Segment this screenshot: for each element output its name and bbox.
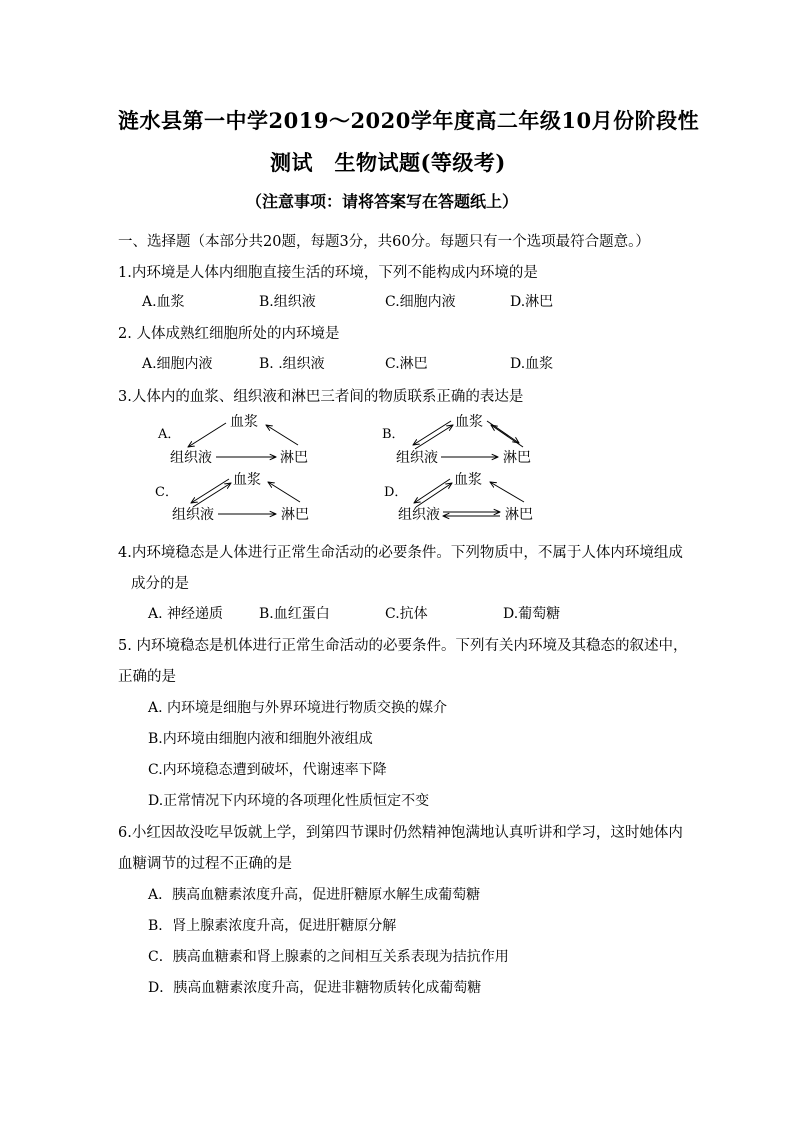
diagram-b-label: B．	[382, 427, 405, 442]
question-5-stem-line-1: 5. 内环境稳态是机体进行正常生命活动的必要条件。下列有关内环境及其稳态的叙述中，	[118, 638, 688, 654]
arrow-plasma-to-tissue	[414, 479, 450, 503]
title-line-1: 涟水县第一中学2019～2020学年度高二年级10月份阶段性	[118, 108, 700, 133]
question-4-stem-line-2: 成分的是	[131, 576, 189, 592]
diagram-a	[157, 413, 308, 466]
arrow-lymph-to-plasma	[268, 482, 300, 502]
question-1-option-d: D.淋巴	[510, 294, 554, 310]
question-4-option-c: C.抗体	[385, 606, 428, 622]
arrow-plasma-to-tissue	[188, 423, 226, 447]
question-6-stem-line-2: 血糖调节的过程不正确的是	[118, 856, 292, 872]
diagram-a-label: A．	[158, 427, 181, 442]
question-5-option-c: C.内环境稳态遭到破坏，代谢速率下降	[148, 762, 387, 778]
question-4-option-b: B.血红蛋白	[259, 606, 330, 622]
question-5-option-b: B.内环境由细胞内液和细胞外液组成	[148, 731, 373, 747]
arrow-tissue-to-plasma	[415, 425, 453, 449]
arrow-plasma-to-lymph	[487, 421, 519, 443]
diagram-c-lymph: 淋巴	[281, 507, 309, 523]
diagram-a-lymph: 淋巴	[280, 450, 308, 466]
question-4-option-d: D.葡萄糖	[503, 606, 561, 622]
diagram-d-lymph: 淋巴	[505, 507, 533, 523]
diagram-d	[384, 471, 533, 523]
diagram-b	[382, 413, 531, 466]
diagram-c-plasma: 血浆	[233, 472, 261, 488]
arrow-lymph-to-plasma	[490, 482, 524, 502]
arrow-lymph-to-plasma	[266, 425, 298, 445]
question-4-option-a: A. 神经递质	[148, 606, 224, 622]
question-5-option-a: A. 内环境是细胞与外界环境进行物质交换的媒介	[148, 700, 448, 716]
arrow-plasma-to-tissue	[413, 421, 451, 445]
question-5-stem-line-2: 正确的是	[118, 669, 176, 685]
question-5-option-d: D.正常情况下内环境的各项理化性质恒定不变	[148, 793, 430, 809]
diagram-c-label: C．	[155, 485, 178, 500]
question-2-option-b: B. .组织液	[259, 356, 325, 372]
arrow-lymph-to-plasma	[491, 425, 523, 447]
diagram-a-tissue-fluid: 组织液	[170, 450, 212, 466]
section-heading: 一、选择题（本部分共20题，每题3分，共60分。每题只有一个选项最符合题意。）	[118, 234, 650, 250]
diagram-b-plasma: 血浆	[455, 414, 483, 430]
question-3-diagrams	[0, 405, 794, 530]
arrow-plasma-to-tissue	[191, 479, 229, 503]
question-2-option-a: A.细胞内液	[142, 356, 213, 372]
diagram-d-plasma: 血浆	[454, 472, 482, 488]
question-6-option-b: B．肾上腺素浓度升高，促进肝糖原分解	[148, 918, 397, 934]
diagram-c-tissue-fluid: 组织液	[172, 507, 214, 523]
question-6-stem-line-1: 6.小红因故没吃早饭就上学，到第四节课时仍然精神饱满地认真听讲和学习，这时她体内	[118, 825, 683, 841]
diagram-b-lymph: 淋巴	[503, 450, 531, 466]
diagram-a-plasma: 血浆	[230, 414, 258, 430]
question-2-option-d: D.血浆	[510, 356, 554, 372]
arrow-tissue-to-plasma	[193, 483, 231, 507]
question-2-option-c: C.淋巴	[385, 356, 428, 372]
diagram-d-tissue-fluid: 组织液	[398, 507, 440, 523]
question-1-option-c: C.细胞内液	[385, 294, 456, 310]
question-1-option-b: B.组织液	[259, 294, 316, 310]
question-3-stem: 3.人体内的血浆、组织液和淋巴三者间的物质联系正确的表达是	[118, 389, 524, 405]
arrow-tissue-to-plasma	[416, 483, 452, 507]
diagram-c	[155, 471, 309, 523]
question-1-option-a: A.血浆	[142, 294, 185, 310]
diagram-d-label: D．	[384, 485, 408, 500]
diagram-b-tissue-fluid: 组织液	[396, 450, 438, 466]
question-2-stem: 2. 人体成熟红细胞所处的内环境是	[118, 326, 340, 342]
exam-notice: （注意事项：请将答案写在答题纸上）	[246, 192, 519, 211]
question-6-option-d: D．胰高血糖素浓度升高，促进非糖物质转化成葡萄糖	[148, 980, 482, 996]
question-6-option-a: A．胰高血糖素浓度升高，促进肝糖原水解生成葡萄糖	[148, 887, 481, 903]
question-4-stem-line-1: 4.内环境稳态是人体进行正常生命活动的必要条件。下列物质中，不属于人体内环境组成	[118, 545, 683, 561]
question-1-stem: 1.内环境是人体内细胞直接生活的环境，下列不能构成内环境的是	[118, 265, 538, 281]
title-line-2: 测试 生物试题(等级考)	[270, 150, 506, 175]
question-6-option-c: C．胰高血糖素和肾上腺素的之间相互关系表现为拮抗作用	[148, 949, 509, 965]
